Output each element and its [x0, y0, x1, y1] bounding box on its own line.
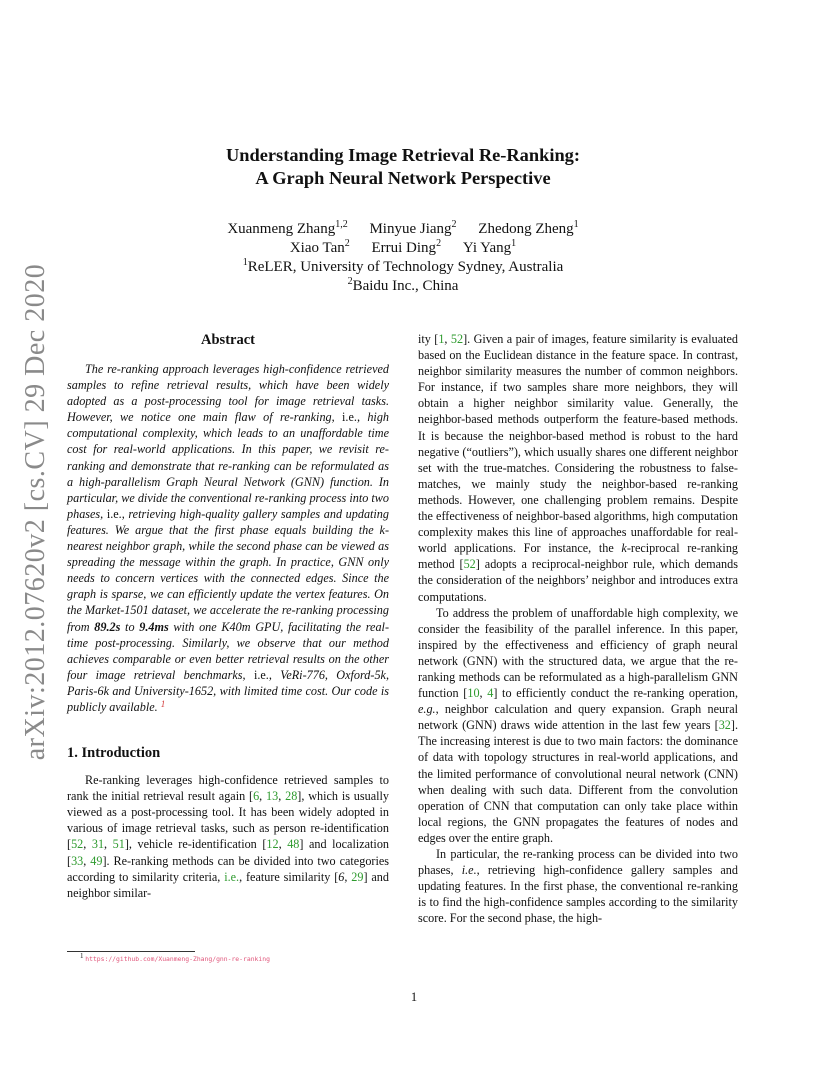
author [478, 220, 578, 239]
affiliation-mark: 1 [242, 257, 248, 268]
abstract-heading: Abstract [201, 332, 255, 348]
citation-link[interactable]: 51 [112, 837, 125, 852]
citation-link[interactable]: 4 [487, 686, 494, 701]
paper-title-line-1: Understanding Image Retrieval Re-Ranking: [225, 145, 580, 165]
page-number: 1 [410, 990, 418, 1004]
paper-title-line-2: A Graph Neural Network Perspective [255, 168, 551, 188]
citation-link[interactable]: 52 [463, 557, 476, 572]
author-name: Xiao Tan [289, 240, 345, 256]
footnote [80, 954, 270, 964]
citation-link[interactable]: 13 [266, 789, 279, 804]
left-column [67, 331, 389, 901]
abstract-paragraph: The re-ranking approach leverages high-confidence retrieved samples to refine retrieval results, which have been widely adopted as a post-processing tool for image retrieval tasks. However, we notice one main flaw of re-ranking, i.e., high computational complexity, which leads to an unaffordable time cost for real-world applications. In this paper, we revisit re-ranking and demonstrate that re-ranking can be reformulated as a high-parallelism Graph Neural Network (GNN) function. In particular, we divide the conventional re-ranking process into two phases, i.e., retrieving high-quality gallery samples and updating features. We argue that the first phase equals building the k-nearest neighbor graph, while the second phase can be viewed as spreading the message within the graph. In practice, GNN only needs to concern vertices with the connected edges. Since the graph is sparse, we can efficiently update the vertex features. On the Market-1501 dataset, we accelerate the re-ranking processing from 89.2s to 9.4ms with one K40m GPU, facilitating the real-time post-processing. Similarly, we observe that our method achieves comparable or even better retrieval results on the other four image retrieval benchmarks, i.e., VeRi-776, Oxford-5k, Paris-6k and University-1652, with limited time cost. Our code is publicly available. $^1$ [67, 362, 390, 714]
author-name: Xuanmeng Zhang [227, 221, 336, 237]
citation-link[interactable]: 28 [285, 789, 298, 804]
author-affiliation-mark: 2 [436, 238, 442, 249]
affiliation-text: Baidu Inc., China [352, 278, 459, 294]
author-name: Yi Yang [462, 240, 512, 256]
right-column [418, 331, 738, 926]
author-line-1 [150, 220, 656, 239]
citation-link[interactable]: i.e. [224, 869, 240, 884]
intro-paragraph-3: To address the problem of unaffordable high complexity, we consider the feasibility of the parallel inference. In this paper, inspired by the effectiveness and efficiency of graph neural network (GNN) with the structured data, we argue that the re-ranking methods can be reformulated as a high-parallelism GNN function [10, 4] to efficiently conduct the re-ranking operation, e.g., neighbor calculation and query expansion. Graph neural network (GNN) draws wide attention in the last few years [32]. The increasing interest is due to two main factors: the dominance of data with topology structures in real-world applications, and the limited performance of convolutional neural network (CNN) when dealing with such data. Different from the convolution operation of CNN that computation can only take place within local regions, the GNN propagates the features of nodes and edges over the entire graph. [418, 605, 738, 845]
author [371, 239, 441, 258]
author [369, 220, 456, 239]
citation-link[interactable]: 49 [90, 853, 103, 868]
author-name: Zhedong Zheng [478, 221, 574, 237]
citation-link[interactable]: 1 [438, 332, 445, 346]
author-affiliation-mark: 2 [344, 238, 350, 249]
arxiv-stamp [16, 263, 56, 761]
section-heading-introduction: 1. Introduction [67, 745, 161, 762]
footnote-rule [67, 951, 195, 952]
author-affiliation-mark: 1 [511, 238, 517, 249]
affiliation-mark: 2 [347, 276, 353, 287]
citation-link[interactable]: 10 [467, 686, 480, 701]
author-affiliation-mark: 1,2 [335, 219, 348, 230]
citation-link[interactable]: 52 [450, 332, 464, 346]
citation-link[interactable]: 31 [91, 837, 105, 852]
citation-link[interactable]: 33 [71, 853, 84, 868]
intro-paragraph-2: ity [1, 52]. Given a pair of images, feature similarity is evaluated based on the Euclidean distance in the feature space. In contrast, neighbor similarity measures the number of common neighbors. For instance, if two samples share more neighbors, they will obtain a higher neighbor similarity value. Generally, the neighbor-based methods outperform the feature-based methods. It is because the neighbor-based method is robust to the hard negative (“outliers”), which usually shares one different neighbor set with the true-matches. Considering the robustness to false-matches, we mainly study the neighbor-based re-ranking methods. However, one challenging problem remains. Despite the effectiveness of neighbor-based algorithms, high computation complexity makes this line of approaches unaffordable for real-world applications. For instance, the k-reciprocal re-ranking method [52] adopts a reciprocal-neighbor rule, which demands the consideration of the neighbors’ neighbor and introduces extra computations. [418, 332, 739, 604]
footnote-mark: 1 [80, 952, 84, 960]
intro-paragraph-1: Re-ranking leverages high-confidence retrieved samples to rank the initial retrieval result again [6, 13, 28], which is usually viewed as a post-processing tool. It has been widely adopted in various of image retrieval tasks, such as person re-identification [52, 31, 51], vehicle re-identification [12, 48] and localization [33, 49]. Re-ranking methods can be divided into two categories according to similarity criteria, i.e., feature similarity [6, 29] and neighbor similar- [67, 773, 390, 900]
citation-link[interactable]: 48 [287, 837, 300, 852]
arxiv-stamp-text: arXiv:2012.07620v2 [cs.CV] 29 Dec 2020 [20, 263, 51, 761]
citation-link[interactable]: 6 [253, 789, 260, 804]
author-affiliation-mark: 2 [451, 219, 457, 230]
affiliation-1 [150, 258, 656, 277]
author-line-2 [150, 239, 656, 258]
author-name: Minyue Jiang [369, 221, 452, 237]
citation-link[interactable]: 12 [266, 837, 279, 852]
footnote-url-link[interactable]: https://github.com/Xuanmeng-Zhang/gnn-re-ranking [85, 955, 270, 963]
author-affiliation-mark: 1 [573, 219, 579, 230]
author [463, 239, 516, 258]
footnote-ref[interactable]: 1 [160, 698, 166, 709]
author-name: Errui Ding [371, 240, 437, 256]
author [290, 239, 350, 258]
citation-link[interactable]: 32 [718, 718, 731, 733]
intro-paragraph-4: In particular, the re-ranking process can be divided into two phases, i.e., retrieving high-confidence gallery samples and updating features. In the first phase, the conventional re-ranking is to find the high-confidence samples according to the similarity score. For the second phase, the high- [418, 847, 738, 926]
citation-link[interactable]: 29 [351, 869, 364, 884]
citation-link[interactable]: 52 [71, 837, 84, 852]
affiliation-text: ReLER, University of Technology Sydney, Australia [247, 259, 564, 275]
author [227, 220, 347, 239]
affiliation-2 [150, 277, 656, 296]
